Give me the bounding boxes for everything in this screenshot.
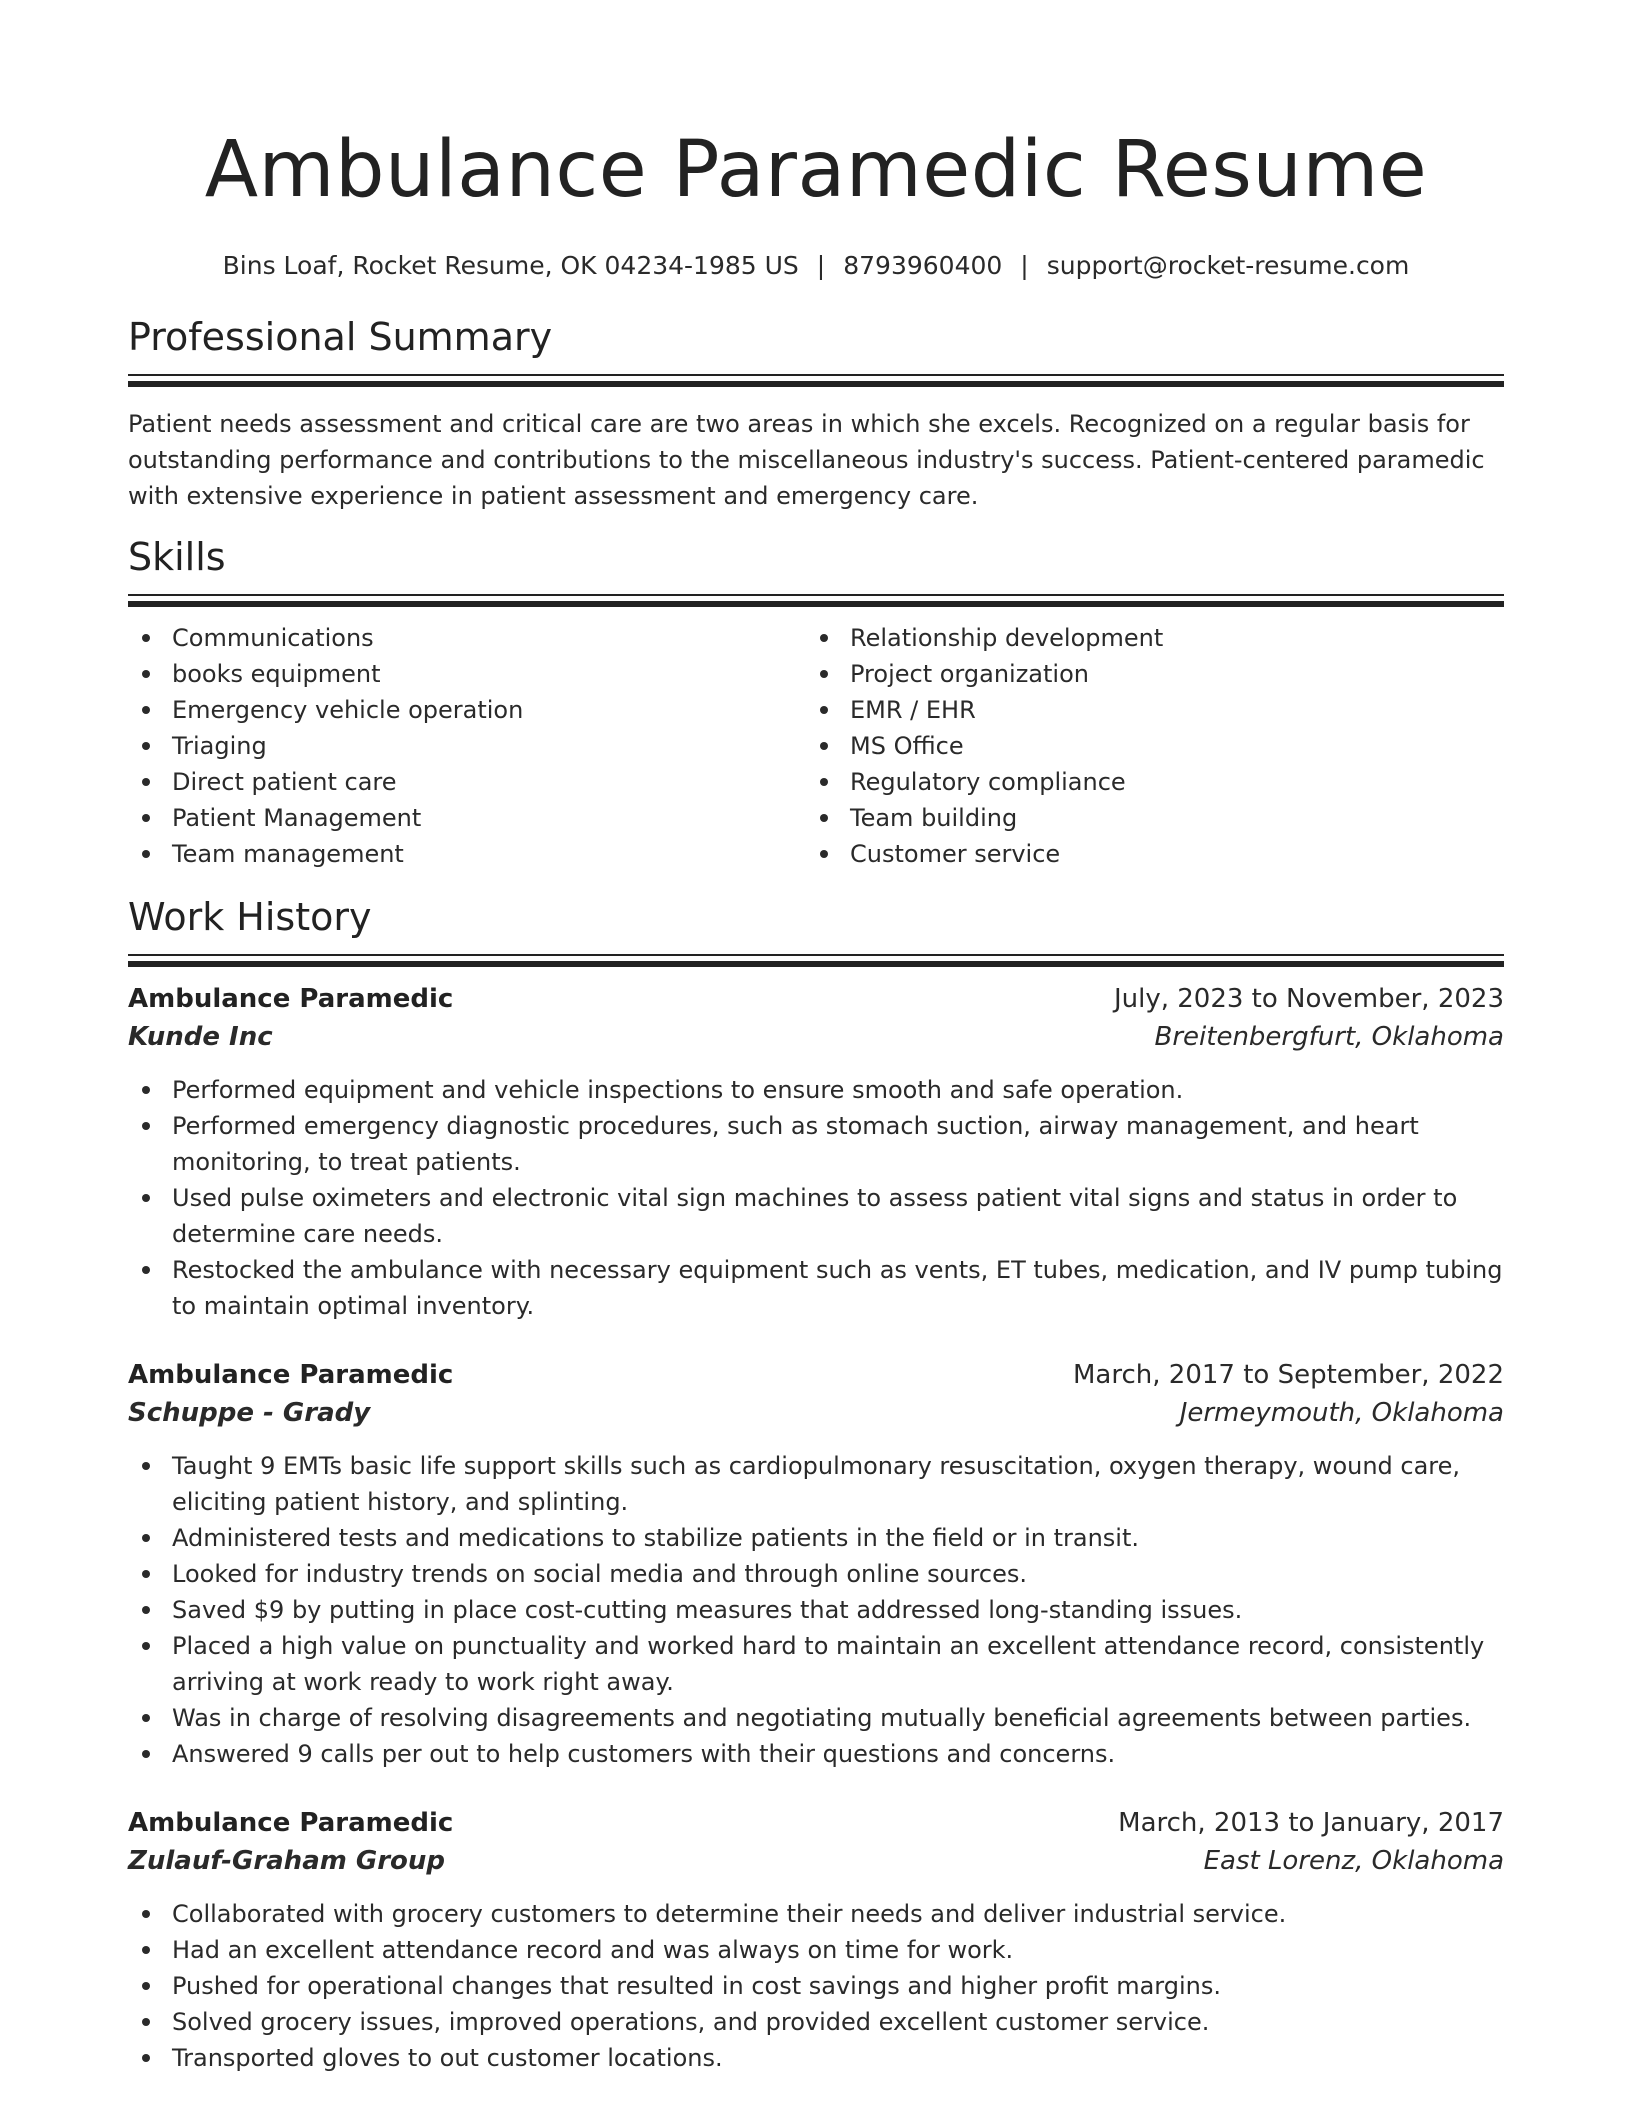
bullet-dot-icon [142, 1122, 150, 1130]
job-duties-list [128, 1896, 1504, 2076]
skill-label: Project organization [850, 660, 1089, 688]
job-duty [128, 1592, 1504, 1628]
bullet-dot-icon [142, 1910, 150, 1918]
skill-item [806, 620, 1484, 656]
job-duty-text: Was in charge of resolving disagreements and negotiating mutually beneficial agreements between parties. [172, 1704, 1472, 1732]
job-entry [128, 980, 1504, 1324]
bullet-dot-icon [142, 2018, 150, 2026]
job-duty-text: Pushed for operational changes that resulted in cost savings and higher profit margins. [172, 1972, 1221, 2000]
bullet-dot-icon [142, 2054, 150, 2062]
bullet-dot-icon [142, 706, 150, 714]
bullet-dot-icon [820, 634, 828, 642]
job-duty [128, 2040, 1504, 2076]
bullet-dot-icon [142, 850, 150, 858]
contact-separator: | [1020, 251, 1029, 280]
job-duty [128, 2004, 1504, 2040]
job-duty-text: Saved $9 by putting in place cost-cutting measures that addressed long-standing issues. [172, 1596, 1243, 1624]
bullet-dot-icon [142, 1750, 150, 1758]
bullet-dot-icon [142, 1570, 150, 1578]
skill-item [806, 656, 1484, 692]
job-duty-text: Looked for industry trends on social media and through online sources. [172, 1560, 1027, 1588]
bullet-dot-icon [820, 814, 828, 822]
skills-columns [128, 620, 1504, 872]
job-duties-list [128, 1448, 1504, 1772]
job-title: Ambulance Paramedic [128, 984, 454, 1014]
skill-label: EMR / EHR [850, 696, 976, 724]
skill-item [128, 728, 806, 764]
job-duty-text: Collaborated with grocery customers to determine their needs and deliver industrial service. [172, 1900, 1287, 1928]
contact-email: support@rocket-resume.com [1046, 251, 1410, 280]
skill-label: Emergency vehicle operation [172, 696, 524, 724]
bullet-dot-icon [820, 706, 828, 714]
job-duty [128, 1556, 1504, 1592]
bullet-dot-icon [820, 850, 828, 858]
job-duty [128, 1108, 1504, 1180]
job-duty-text: Answered 9 calls per out to help customers with their questions and concerns. [172, 1740, 1116, 1768]
job-duty-text: Performed equipment and vehicle inspections to ensure smooth and safe operation. [172, 1076, 1184, 1104]
work-history-heading: Work History [128, 895, 372, 939]
job-dates: July, 2023 to November, 2023 [1113, 984, 1504, 1014]
bullet-dot-icon [142, 814, 150, 822]
bullet-dot-icon [142, 1714, 150, 1722]
skill-label: Patient Management [172, 804, 422, 832]
job-duty [128, 1932, 1504, 1968]
summary-heading: Professional Summary [128, 315, 553, 359]
job-duty-text: Solved grocery issues, improved operations, and provided excellent customer service. [172, 2008, 1210, 2036]
contact-line [128, 250, 1504, 282]
job-location: Breitenbergfurt, Oklahoma [1154, 1022, 1504, 1052]
bullet-dot-icon [142, 1534, 150, 1542]
bullet-dot-icon [142, 1982, 150, 1990]
job-duty-text: Performed emergency diagnostic procedures, such as stomach suction, airway management, and heart monitoring, to treat patients. [172, 1112, 1419, 1176]
skill-label: Triaging [172, 732, 267, 760]
skill-label: Regulatory compliance [850, 768, 1126, 796]
skill-label: Relationship development [850, 624, 1164, 652]
bullet-dot-icon [142, 1642, 150, 1650]
job-company: Zulauf-Graham Group [128, 1846, 446, 1876]
job-duty [128, 1628, 1504, 1700]
job-duty [128, 1072, 1504, 1108]
skill-label: Team building [850, 804, 1018, 832]
bullet-dot-icon [142, 742, 150, 750]
job-entry [128, 1356, 1504, 1772]
contact-phone: 8793960400 [843, 251, 1003, 280]
section-divider [128, 374, 1504, 384]
job-duties-list [128, 1072, 1504, 1324]
skill-label: Customer service [850, 840, 1061, 868]
contact-address: Bins Loaf, Rocket Resume, OK 04234-1985 US [222, 251, 799, 280]
skill-item [806, 800, 1484, 836]
job-employer-row [128, 1018, 1504, 1056]
skill-item [128, 764, 806, 800]
job-duty [128, 1180, 1504, 1252]
job-duty-text: Transported gloves to out customer locations. [172, 2044, 723, 2072]
work-history-section [128, 894, 1504, 2076]
bullet-dot-icon [142, 1462, 150, 1470]
resume-page [128, 0, 1504, 2076]
skill-label: Communications [172, 624, 374, 652]
skill-item [806, 728, 1484, 764]
skill-item [806, 692, 1484, 728]
bullet-dot-icon [142, 634, 150, 642]
job-employer-row [128, 1394, 1504, 1432]
job-duty [128, 1448, 1504, 1520]
skill-item [128, 656, 806, 692]
skill-item [128, 692, 806, 728]
skills-column-left [128, 620, 806, 872]
job-duty [128, 1252, 1504, 1324]
job-duty-text: Taught 9 EMTs basic life support skills such as cardiopulmonary resuscitation, oxygen therapy, wound care, eliciting patient history, and splinting. [172, 1452, 1461, 1516]
bullet-dot-icon [142, 1606, 150, 1614]
skills-section [128, 534, 1504, 872]
section-divider [128, 954, 1504, 964]
summary-section [128, 314, 1504, 514]
job-duty [128, 1968, 1504, 2004]
job-title: Ambulance Paramedic [128, 1808, 454, 1838]
job-header-row [128, 1804, 1504, 1842]
bullet-dot-icon [142, 1194, 150, 1202]
job-duty [128, 1700, 1504, 1736]
summary-text: Patient needs assessment and critical care are two areas in which she excels. Recognized on a regular basis for outstanding performance and contributions to the miscellaneous industry's success. Patient-centered paramedic with extensive experience in patient assessment and emergency care. [128, 410, 1485, 510]
job-duty [128, 1520, 1504, 1556]
job-duty-text: Placed a high value on punctuality and worked hard to maintain an excellent attendance record, consistently arriving at work ready to work right away. [172, 1632, 1485, 1696]
job-duty-text: Had an excellent attendance record and was always on time for work. [172, 1936, 1014, 1964]
job-duty-text: Administered tests and medications to stabilize patients in the field or in transit. [172, 1524, 1140, 1552]
job-duty [128, 1736, 1504, 1772]
job-location: East Lorenz, Oklahoma [1203, 1846, 1504, 1876]
bullet-dot-icon [142, 1946, 150, 1954]
job-entry [128, 1804, 1504, 2076]
bullet-dot-icon [820, 670, 828, 678]
job-header-row [128, 980, 1504, 1018]
bullet-dot-icon [820, 778, 828, 786]
contact-separator: | [816, 251, 826, 280]
skill-item [806, 764, 1484, 800]
skill-item [128, 800, 806, 836]
job-company: Kunde Inc [128, 1022, 273, 1052]
job-location: Jermeymouth, Oklahoma [1179, 1398, 1504, 1428]
job-duty [128, 1896, 1504, 1932]
bullet-dot-icon [142, 1266, 150, 1274]
section-divider [128, 594, 1504, 604]
skill-label: Team management [172, 840, 404, 868]
bullet-dot-icon [142, 670, 150, 678]
skill-label: MS Office [850, 732, 964, 760]
job-company: Schuppe - Grady [128, 1398, 371, 1428]
job-dates: March, 2013 to January, 2017 [1118, 1808, 1504, 1838]
bullet-dot-icon [820, 742, 828, 750]
skill-label: books equipment [172, 660, 381, 688]
skills-heading: Skills [128, 535, 226, 579]
job-header-row [128, 1356, 1504, 1394]
job-duty-text: Restocked the ambulance with necessary equipment such as vents, ET tubes, medication, and IV pump tubing to maintain optimal inventory. [172, 1256, 1503, 1320]
bullet-dot-icon [142, 1086, 150, 1094]
job-title: Ambulance Paramedic [128, 1360, 454, 1390]
job-employer-row [128, 1842, 1504, 1880]
skill-label: Direct patient care [172, 768, 397, 796]
skills-column-right [806, 620, 1484, 872]
resume-title: Ambulance Paramedic Resume [204, 125, 1428, 215]
skill-item [806, 836, 1484, 872]
skill-item [128, 836, 806, 872]
job-duty-text: Used pulse oximeters and electronic vital sign machines to assess patient vital signs and status in order to determine care needs. [172, 1184, 1458, 1248]
skill-item [128, 620, 806, 656]
job-dates: March, 2017 to September, 2022 [1073, 1360, 1504, 1390]
bullet-dot-icon [142, 778, 150, 786]
